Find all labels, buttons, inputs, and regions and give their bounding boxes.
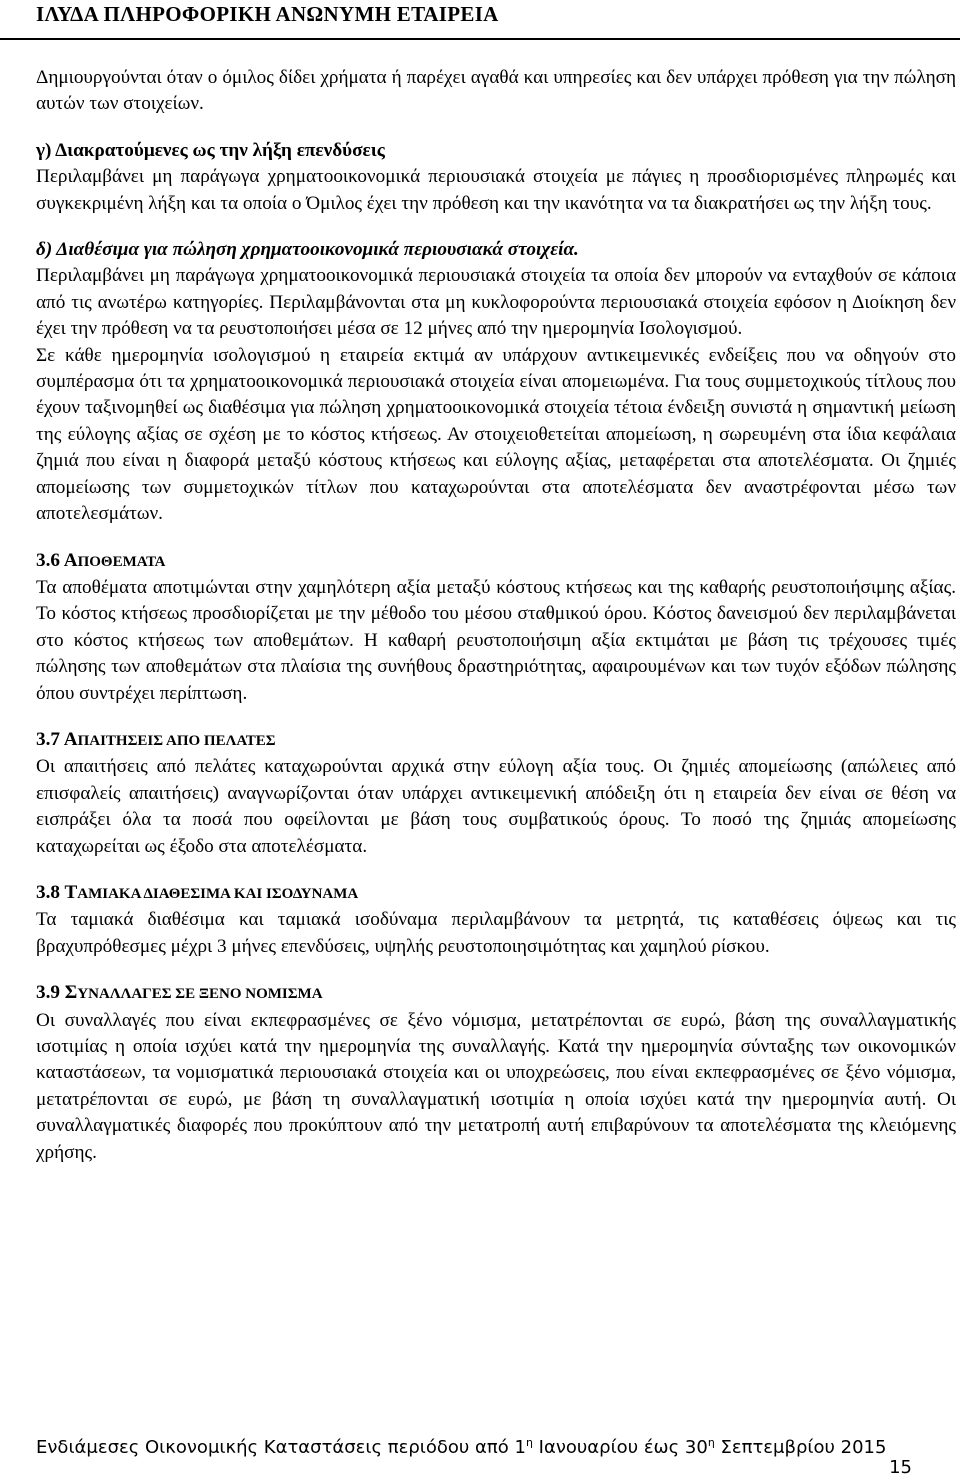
intro-paragraph: Δημιουργούνται όταν ο όμιλος δίδει χρήματα ή παρέχει αγαθά και υπηρεσίες και δεν υπάρχει πρόθεση για την πώληση αυτών των στοιχείων.: [36, 67, 956, 115]
section-36-body: Τα αποθέματα αποτιμώνται στην χαμηλότερη αξία μεταξύ κόστους κτήσεως και της καθαρής ρευστοποιήσιμης αξίας. Το κόστος κτήσεως προσδιορίζεται με την μέθοδο του μέσου σταθμικού όρου. Κόστος δανεισμού δεν περιλαμβάνεται στο κόστος κτήσεως των αποθεμάτων. Η καθαρή ρευστοποιήσιμη αξία εκτιμάται με βάση τις τρέχουσες τιμές πώλησης των αποθεμάτων στα πλαίσια της συνήθους δραστηριότητας, αφαιρουμένων και των τυχόν εξόδων πώλησης όπου συντρέχει περίπτωση.: [36, 576, 956, 704]
section-38-title: ΑΜΙΑΚΑ ΔΙΑΘΕΣΙΜΑ ΚΑΙ ΙΣΟΔΥΝΑΜΑ: [77, 885, 359, 902]
section-36-title-initial: Α: [63, 549, 78, 571]
document-body: [36, 65, 956, 1166]
company-header: ΙΛΥΔΑ ΠΛΗΡΟΦΟΡΙΚΗ ΑΝΩΝΥΜΗ ΕΤΑΙΡΕΙΑ: [36, 2, 499, 26]
header-rule: [0, 38, 960, 40]
section-39-number: 3.9: [36, 982, 60, 1004]
footer-text-3: Σεπτεμβρίου 2015: [714, 1437, 887, 1458]
section-39-heading: [36, 980, 956, 1007]
section-d-body-2: Σε κάθε ημερομηνία ισολογισμού η εταιρεία εκτιμά αν υπάρχουν αντικειμενικές ενδείξεις που να οδηγούν στο συμπέρασμα ότι τα χρηματοοικονομικά περιουσιακά στοιχεία είναι απομειωμένα. Για τους συμμετοχικούς τίτλους που έχουν ταξινομηθεί ως διαθέσιμα για πώληση χρηματοοικονομικά στοιχεία τέτοια ένδειξη συνιστά η σημαντική μείωση της εύλογης αξίας σε σχέση με το κόστος κτήσεως. Αν στοιχειοθετείται απομείωση, η σωρευμένη στα ίδια κεφάλαια ζημιά που είναι η διαφορά μεταξύ κόστους κτήσεως και εύλογης αξίας, μεταφέρεται στα αποτελέσματα. Οι ζημιές απομείωσης των συμμετοχικών τίτλων που καταχωρούνται στα αποτελέσματα δεν αναστρέφονται μέσω των αποτελεσμάτων.: [36, 344, 956, 525]
page-number: 15: [889, 1457, 912, 1478]
footer-text-1: Ενδιάμεσες Οικονομικής Καταστάσεις περιόδου από 1: [36, 1437, 526, 1458]
section-d-body-1: Περιλαμβάνει μη παράγωγα χρηματοοικονομικά περιουσιακά στοιχεία τα οποία δεν μπορούν να ενταχθούν σε κάποια από τις ανωτέρω κατηγορίες. Περιλαμβάνονται στα μη κυκλοφορούντα περιουσιακά στοιχεία εφόσον η Διοίκηση δεν έχει την πρόθεση να τα ρευστοποιήσει μέσα σε 12 μήνες από την ημερομηνία Ισολογισμού.: [36, 265, 956, 340]
section-38-number: 3.8: [36, 881, 60, 903]
section-38-title-initial: Τ: [64, 881, 78, 903]
section-37-body: Οι απαιτήσεις από πελάτες καταχωρούνται αρχικά στην εύλογη αξία τους. Οι ζημιές απομείωσης (απώλειες από επισφαλείς απαιτήσεις) αναγνωρίζονται όταν υπάρχει αντικειμενική απόδειξη ότι η εταιρεία δεν είναι σε θέση να εισπράξει όλα τα ποσά που οφείλονται με βάση τους συμβατικούς όρους. Το ποσό της ζημιάς απομείωσης καταχωρείται ως έξοδο στα αποτελέσματα.: [36, 756, 956, 857]
section-c-body: Περιλαμβάνει μη παράγωγα χρηματοοικονομικά περιουσιακά στοιχεία με πάγιες η προσδιορισμένες πληρωμές και συγκεκριμένη λήξη και τα οποία ο Όμιλος έχει την πρόθεση και την ικανότητα να τα διακρατήσει ως την λήξη τους.: [36, 166, 956, 214]
section-37-title-initial: Α: [63, 728, 78, 750]
section-37-number: 3.7: [36, 728, 60, 750]
footer-sup-2: η: [707, 1436, 715, 1449]
section-39-title: ΥΝΑΛΛΑΓΕΣ ΣΕ ΞΕΝΟ ΝΟΜΙΣΜΑ: [77, 986, 323, 1003]
section-39-title-initial: Σ: [64, 982, 78, 1004]
section-39-body: Οι συναλλαγές που είναι εκπεφρασμένες σε ξένο νόμισμα, μετατρέπονται σε ευρώ, βάση της συναλλαγματικής ισοτιμίας η οποία ισχύει κατά την ημερομηνία της συναλλαγής. Κατά την ημερομηνία σύνταξης των οικονομικών καταστάσεων, τα νομισματικά περιουσιακά στοιχεία και οι υποχρεώσεις, που είναι εκπεφρασμένες σε ξένο νόμισμα, μετατρέπονται σε ευρώ, με βάση τη συναλλαγματική ισοτιμία η οποία ισχύει κατά την ημερομηνία αυτή. Οι συναλλαγματικές διαφορές που προκύπτουν από την μετατροπή αυτή επιβαρύνουν τα αποτελέσματα της κλειόμενης χρήσης.: [36, 1009, 956, 1163]
section-38-heading: [36, 880, 956, 907]
page-footer: [36, 1436, 886, 1458]
section-36-number: 3.6: [36, 549, 60, 571]
section-d-title: δ) Διαθέσιμα για πώληση χρηματοοικονομικά περιουσιακά στοιχεία.: [36, 239, 579, 261]
footer-text-2: Ιανουαρίου έως 30: [532, 1437, 708, 1458]
section-37-title: ΠΑΙΤΗΣΕΙΣ ΑΠΟ ΠΕΛΑΤΕΣ: [77, 732, 276, 749]
footer-sup-1: η: [525, 1436, 533, 1449]
section-38-body: Τα ταμιακά διαθέσιμα και ταμιακά ισοδύναμα περιλαμβάνουν τα μετρητά, τις καταθέσεις όψεως και τις βραχυπρόθεσμες μέχρι 3 μήνες επενδύσεις, υψηλής ρευστοποιησιμότητας και χαμηλού ρίσκου.: [36, 909, 956, 957]
section-36-title: ΠΟΘΕΜΑΤΑ: [77, 553, 166, 570]
section-36-heading: [36, 548, 956, 575]
section-c-title: γ) Διακρατούμενες ως την λήξη επενδύσεις: [36, 139, 385, 161]
section-37-heading: [36, 727, 956, 754]
